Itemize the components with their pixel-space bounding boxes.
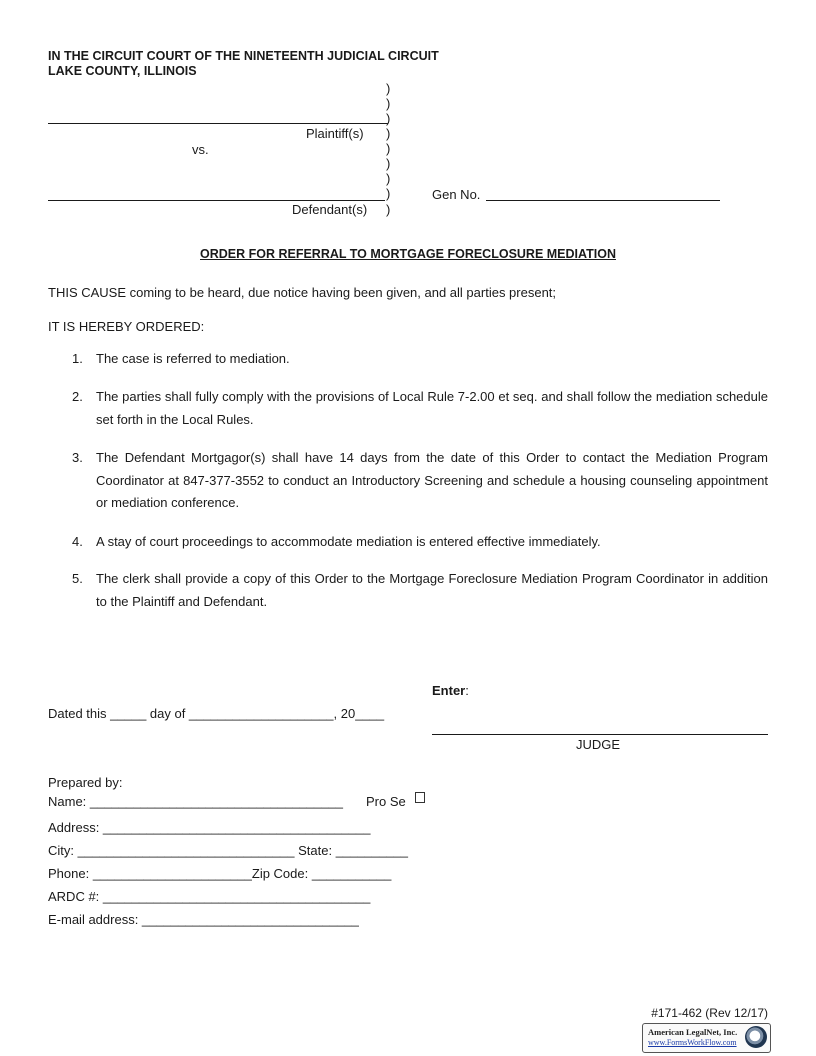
intro-text: THIS CAUSE coming to be heard, due notice having been given, and all parties present;: [48, 285, 557, 300]
gen-no-field[interactable]: [486, 200, 720, 201]
americanlegalnet-logo[interactable]: [642, 1023, 771, 1053]
court-name: IN THE CIRCUIT COURT OF THE NINETEENTH JUDICIAL CIRCUIT: [48, 49, 439, 63]
order-item-text: The clerk shall provide a copy of this Order to the Mortgage Foreclosure Mediation Program Coordinator in addition to the Plaintiff and Defendant.: [96, 571, 768, 609]
order-item-number: 2.: [72, 389, 83, 404]
order-item-text: The Defendant Mortgagor(s) shall have 14 days from the date of this Order to contact the Mediation Program Coordinator at 847-377-3552 to conduct an Introductory Screening and schedule a housing counseling appointment or mediation conference.: [96, 450, 768, 510]
name-field[interactable]: Name: ___________________________________: [48, 794, 343, 809]
order-item-text: The case is referred to mediation.: [96, 351, 290, 366]
ardc-field[interactable]: ARDC #: _____________________________________: [48, 889, 371, 904]
seal-icon: [745, 1026, 767, 1048]
order-item-number: 4.: [72, 534, 83, 549]
caption-paren: ): [386, 171, 391, 186]
caption-paren: ): [386, 141, 391, 156]
document-title: ORDER FOR REFERRAL TO MORTGAGE FORECLOSURE MEDIATION: [200, 247, 616, 261]
county-name: LAKE COUNTY, ILLINOIS: [48, 64, 197, 78]
order-item-text: The parties shall fully comply with the provisions of Local Rule 7-2.00 et seq. and shall follow the mediation schedule set forth in the Local Rules.: [96, 389, 768, 427]
prepared-by-heading: Prepared by:: [48, 775, 123, 790]
enter-label-colon: :: [465, 683, 469, 698]
judge-label: JUDGE: [576, 737, 621, 752]
defendant-label: Defendant(s): [292, 202, 368, 217]
plaintiff-label: Plaintiff(s): [306, 126, 364, 141]
judge-signature-line[interactable]: [432, 734, 768, 735]
order-item-number: 1.: [72, 351, 83, 366]
form-number: #171-462 (Rev 12/17): [651, 1006, 768, 1020]
address-field[interactable]: Address: _____________________________________: [48, 820, 371, 835]
order-item-number: 5.: [72, 571, 83, 586]
caption-paren: ): [386, 202, 391, 217]
pro-se-checkbox[interactable]: [415, 792, 425, 803]
caption-paren: ): [386, 186, 391, 201]
logo-company-name: American LegalNet, Inc.: [648, 1027, 738, 1037]
gen-no-label: Gen No.: [432, 187, 481, 202]
email-field[interactable]: E-mail address: ______________________________: [48, 912, 359, 927]
vs-label: vs.: [192, 142, 209, 157]
caption-paren: ): [386, 81, 391, 96]
dated-line[interactable]: Dated this _____ day of ____________________, 20____: [48, 706, 385, 721]
enter-label: [432, 683, 469, 698]
caption-paren: ): [386, 111, 391, 126]
pro-se-label: Pro Se: [366, 794, 406, 809]
defendant-name-line[interactable]: [48, 200, 385, 201]
caption-paren: ): [386, 96, 391, 111]
enter-label-text: Enter: [432, 683, 466, 698]
ordered-heading: IT IS HEREBY ORDERED:: [48, 319, 205, 334]
caption-paren: ): [386, 156, 391, 171]
city-state-field[interactable]: City: ______________________________ State: __________: [48, 843, 409, 858]
order-item-text: A stay of court proceedings to accommodate mediation is entered effective immediately.: [96, 534, 601, 549]
logo-website-link[interactable]: www.FormsWorkFlow.com: [648, 1038, 737, 1047]
order-item-number: 3.: [72, 450, 83, 465]
caption-paren: ): [386, 126, 391, 141]
phone-zip-field[interactable]: Phone: ______________________Zip Code: ___________: [48, 866, 392, 881]
plaintiff-name-line[interactable]: [48, 123, 388, 124]
